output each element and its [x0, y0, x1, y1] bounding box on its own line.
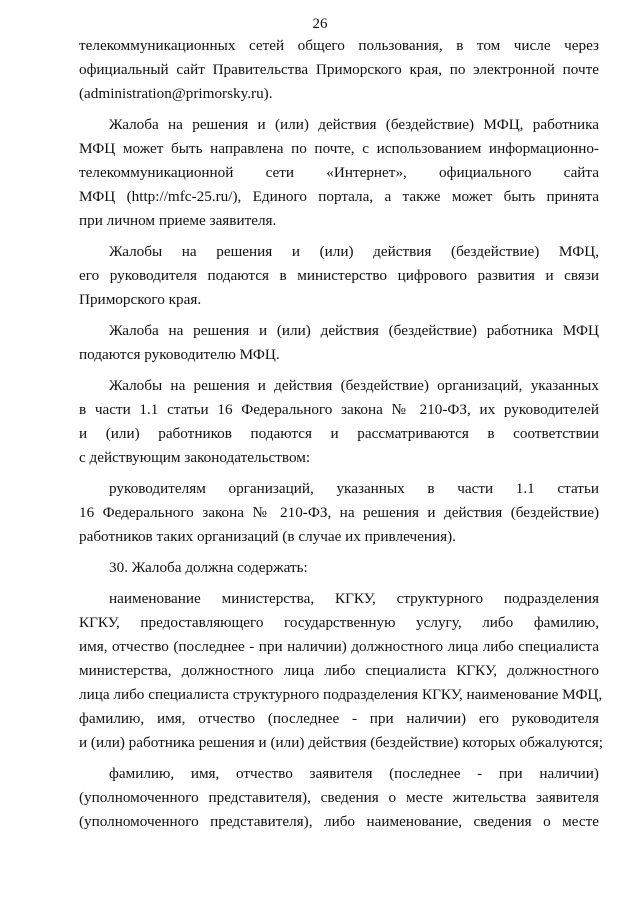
text-line: имя, отчество (последнее - при наличии) должностного лица либо специалиста [79, 638, 599, 655]
text-line: работников таких организаций (в случае их привлечения). [79, 528, 456, 545]
text-line: министерства, должностного лица либо специалиста КГКУ, должностного [79, 662, 599, 679]
text-line: наименование министерства, КГКУ, структурного подразделения [109, 590, 599, 607]
paragraph-gap [79, 755, 599, 762]
text-line: МФЦ (http://mfc-25.ru/), Единого портала, а также может быть принята [79, 188, 599, 205]
text-line: лица либо специалиста структурного подразделения КГКУ, наименование МФЦ, [79, 686, 603, 703]
paragraph-gap [79, 580, 599, 587]
text-line: КГКУ, предоставляющего государственную услугу, либо фамилию, [79, 614, 599, 631]
text-line: (уполномоченного представителя), сведения о месте жительства заявителя [79, 789, 599, 806]
text-line: телекоммуникационной сети «Интернет», официального сайта [79, 164, 599, 181]
text-line: Жалоба на решения и (или) действия (бездействие) МФЦ, работника [109, 116, 599, 133]
page-number: 26 [312, 16, 328, 32]
paragraph-gap [79, 549, 599, 556]
text-line: телекоммуникационных сетей общего пользования, в том числе через [79, 37, 599, 54]
text-line: и (или) работников подаются и рассматриваются в соответствии [79, 425, 599, 442]
text-line: (уполномоченного представителя), либо наименование, сведения о месте [79, 813, 599, 830]
text-line: подаются руководителю МФЦ. [79, 346, 280, 363]
text-line: его руководителя подаются в министерство цифрового развития и связи [79, 267, 599, 284]
text-line: Приморского края. [79, 291, 202, 308]
text-line: Жалобы на решения и действия (бездействие) организаций, указанных [109, 377, 599, 394]
text-line: при личном приеме заявителя. [79, 212, 277, 229]
text-line: с действующим законодательством: [79, 449, 311, 466]
paragraph-gap [79, 312, 599, 319]
text-line: 30. Жалоба должна содержать: [109, 559, 308, 576]
text-line: фамилию, имя, отчество (последнее - при наличии) его руководителя [79, 710, 599, 727]
text-line: Жалобы на решения и (или) действия (бездействие) МФЦ, [109, 243, 599, 260]
text-line: МФЦ может быть направлена по почте, с использованием информационно- [79, 140, 599, 157]
text-line: в части 1.1 статьи 16 Федерального закона № 210-ФЗ, их руководителей [79, 401, 599, 418]
document-body [79, 34, 603, 834]
text-line: Жалоба на решения и (или) действия (бездействие) работника МФЦ [109, 322, 599, 339]
text-line: фамилию, имя, отчество заявителя (последнее - при наличии) [109, 765, 599, 782]
text-line: и (или) работника решения и (или) действия (бездействие) которых обжалуются; [79, 734, 603, 751]
paragraph-gap [79, 367, 599, 374]
paragraph-gap [79, 106, 599, 113]
text-line: 16 Федерального закона № 210-ФЗ, на решения и действия (бездействие) [79, 504, 599, 521]
text-line: руководителям организаций, указанных в части 1.1 статьи [109, 480, 599, 497]
text-line: (administration@primorsky.ru). [79, 85, 273, 102]
paragraph-gap [79, 233, 599, 240]
paragraph-gap [79, 470, 599, 477]
text-line: официальный сайт Правительства Приморского края, по электронной почте [79, 61, 599, 78]
